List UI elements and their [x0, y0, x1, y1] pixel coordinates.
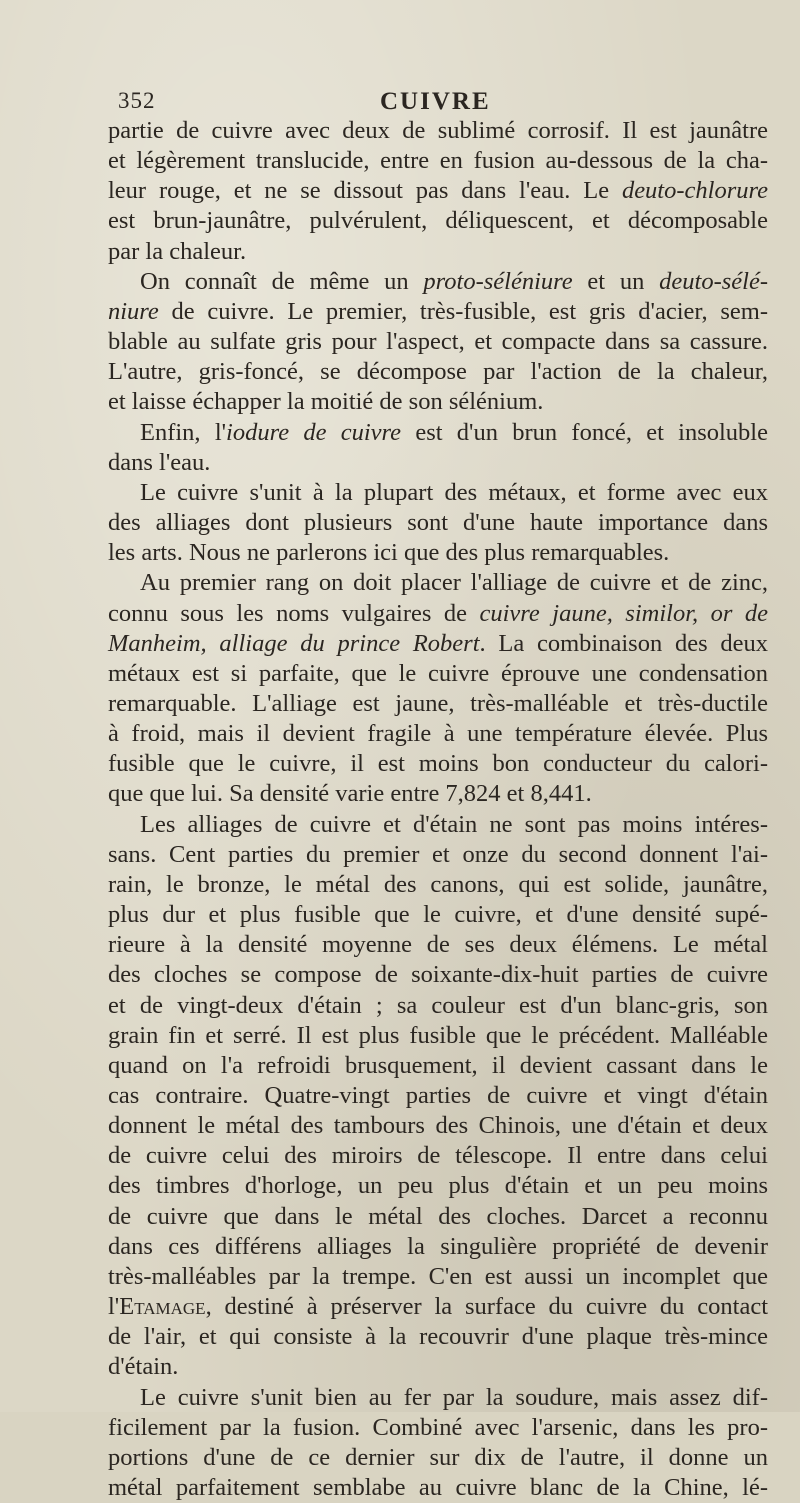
text-line: très-malléables par la trempe. C'en est aussi un incomplet que: [108, 1262, 768, 1290]
text-line: dans l'eau.: [108, 448, 211, 476]
text-line: fusible que le cuivre, il est moins bon conducteur du calori-: [108, 750, 768, 778]
emphasis: cuivre jaune, similor, or de: [479, 599, 768, 627]
emphasis: niure: [108, 297, 159, 325]
text-line: Manheim, alliage du prince Robert. La combinaison des deux: [108, 629, 768, 657]
text-line: et légèrement translucide, entre en fusion au-dessous de la cha-: [108, 147, 768, 175]
emphasis: iodure de cuivre: [226, 418, 402, 446]
text-line: Le cuivre s'unit bien au fer par la soudure, mais assez dif-: [140, 1383, 768, 1411]
text-line: que que lui. Sa densité varie entre 7,824 et 8,441.: [108, 780, 592, 808]
text-line: blable au sulfate gris pour l'aspect, et compacte dans sa cassure.: [108, 328, 768, 356]
text-line: des alliages dont plusieurs sont d'une haute importance dans: [108, 509, 768, 537]
small-caps-term: Etamage: [119, 1293, 206, 1321]
text-line: rieure à la densité moyenne de ses deux élémens. Le métal: [108, 931, 768, 959]
text-line: sans. Cent parties du premier et onze du second donnent l'ai-: [108, 840, 768, 868]
emphasis: deuto-chlorure: [621, 177, 768, 205]
text-line: métal parfaitement semblabe au cuivre blanc de la Chine, lé-: [108, 1474, 768, 1502]
text-line: d'étain.: [108, 1353, 179, 1381]
body-text: [108, 116, 768, 1503]
text-line: niure de cuivre. Le premier, très-fusible, est gris d'acier, sem-: [108, 297, 768, 325]
emphasis: proto-séléniure: [423, 267, 573, 295]
text-line: Au premier rang on doit placer l'alliage de cuivre et de zinc,: [140, 569, 768, 597]
text-line: des timbres d'horloge, un peu plus d'étain et un peu moins: [108, 1172, 768, 1200]
text-line: de cuivre que dans le métal des cloches. Darcet a reconnu: [108, 1202, 768, 1230]
text-line: connu sous les noms vulgaires de cuivre jaune, similor, or de: [108, 599, 768, 627]
text-line: métaux est si parfaite, que le cuivre éprouve une condensation: [108, 659, 768, 687]
text-line: quand on l'a refroidi brusquement, il devient cassant dans le: [108, 1051, 768, 1079]
text-line: et de vingt-deux d'étain ; sa couleur est d'un blanc-gris, son: [108, 991, 768, 1019]
page-number: 352: [118, 88, 156, 113]
text-line: rain, le bronze, le métal des canons, qui est solide, jaunâtre,: [108, 870, 768, 898]
text-line: donnent le métal des tambours des Chinois, une d'étain et deux: [108, 1112, 768, 1140]
text-line: par la chaleur.: [108, 237, 247, 265]
text-line: leur rouge, et ne se dissout pas dans l'eau. Le deuto-chlorure: [108, 177, 768, 205]
text-line: ficilement par la fusion. Combiné avec l'arsenic, dans les pro-: [108, 1413, 768, 1441]
text-line: à froid, mais il devient fragile à une température élevée. Plus: [108, 720, 768, 748]
text-line: plus dur et plus fusible que le cuivre, et d'une densité supé-: [108, 901, 768, 929]
text-line: grain fin et serré. Il est plus fusible que le précédent. Malléable: [108, 1021, 768, 1049]
emphasis: deuto-sélé-: [659, 267, 768, 295]
text-line: et laisse échapper la moitié de son sélénium.: [108, 388, 544, 416]
text-line: portions d'une de ce dernier sur dix de l'autre, il donne un: [108, 1443, 768, 1471]
text-line: Les alliages de cuivre et d'étain ne sont pas moins intéres-: [140, 810, 768, 838]
text-line: remarquable. L'alliage est jaune, très-malléable et très-ductile: [108, 689, 768, 717]
text-line: On connaît de même un proto-séléniure et un deuto-sélé-: [140, 267, 768, 295]
text-line: Enfin, l'iodure de cuivre est d'un brun foncé, et insoluble: [140, 418, 768, 446]
emphasis: Manheim, alliage du prince Robert: [108, 629, 480, 657]
text-line: des cloches se compose de soixante-dix-huit parties de cuivre: [108, 961, 768, 989]
text-line: de l'air, et qui consiste à la recouvrir d'une plaque très-mince: [108, 1323, 768, 1351]
text-line: Le cuivre s'unit à la plupart des métaux, et forme avec eux: [140, 478, 768, 506]
text-line: cas contraire. Quatre-vingt parties de cuivre et vingt d'étain: [108, 1082, 768, 1109]
text-line: dans ces différens alliages la singulière propriété de devenir: [108, 1232, 768, 1260]
text-line: est brun-jaunâtre, pulvérulent, déliquescent, et décomposable: [108, 207, 768, 235]
running-title: CUIVRE: [380, 88, 491, 115]
text-line: de cuivre celui des miroirs de télescope. Il entre dans celui: [108, 1142, 768, 1170]
text-line: les arts. Nous ne parlerons ici que des plus remarquables.: [108, 539, 670, 567]
text-line: partie de cuivre avec deux de sublimé corrosif. Il est jaunâtre: [108, 117, 768, 144]
text-line: l'Etamage, destiné à préserver la surface du cuivre du contact: [108, 1293, 768, 1321]
text-line: L'autre, gris-foncé, se décompose par l'action de la chaleur,: [108, 358, 768, 386]
